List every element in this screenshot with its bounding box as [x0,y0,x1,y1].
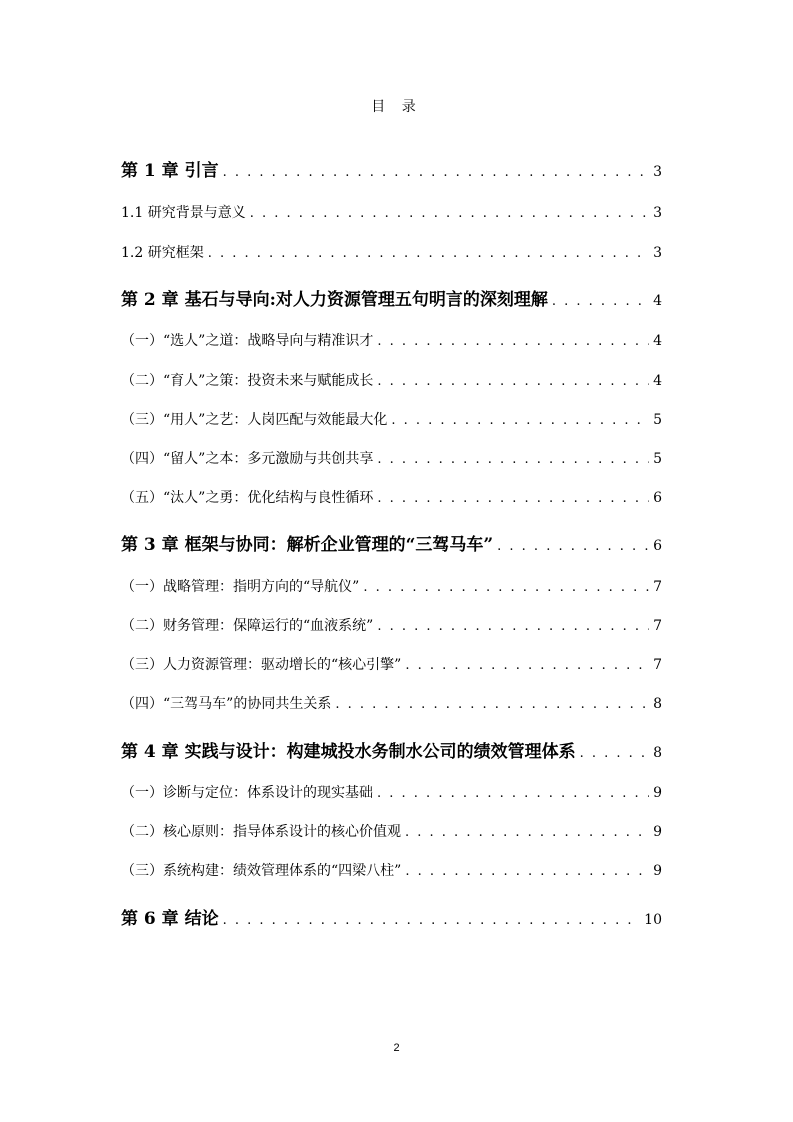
dot-leader [208,246,649,261]
toc-entry-page: 7 [653,657,662,673]
toc-entry-label: 第 3 章 框架与协同：解析企业管理的“三驾马车” [121,535,494,555]
toc-entry-label: 1.2 研究框架 [121,245,204,261]
toc-title: 目 录 [371,99,422,115]
dot-leader [405,825,649,840]
toc-entry-label: （一）诊断与定位：体系设计的现实基础 [121,785,373,801]
dot-leader [223,165,649,180]
toc-entry-page: 4 [653,293,662,309]
toc-entry-page: 4 [653,373,662,389]
toc-entry-page: 6 [653,538,662,554]
toc-entry-section-2-1[interactable] [121,330,662,350]
toc-entry-section-2-5[interactable] [121,487,662,507]
toc-entry-section-2-4[interactable] [121,448,662,468]
dot-leader [552,294,649,309]
toc-entry-section-3-4[interactable] [121,693,662,713]
toc-entry-label: （三）人力资源管理：驱动增长的“核心引擎” [121,657,402,673]
dot-leader [377,334,649,349]
toc-entry-label: （一）战略管理：指明方向的“导航仪” [121,579,360,595]
toc-entry-page: 9 [653,785,662,801]
dot-leader [335,697,649,712]
toc-entry-label: 第 2 章 基石与导向:对人力资源管理五句明言的深刻理解 [121,290,548,310]
dot-leader [377,619,649,634]
toc-entry-label: （五）“汰人”之勇：优化结构与良性循环 [121,490,374,506]
dot-leader [391,413,649,428]
toc-entry-section-2-3[interactable] [121,409,662,429]
dot-leader [223,913,641,928]
toc-entry-page: 9 [653,824,662,840]
dot-leader [363,580,649,595]
toc-entry-page: 7 [653,618,662,634]
toc-entry-label: 第 6 章 结论 [121,909,219,929]
toc-entry-label: 第 1 章 引言 [121,161,219,181]
toc-entry-page: 8 [653,696,662,712]
toc-entry-label: 第 4 章 实践与设计：构建城投水务制水公司的绩效管理体系 [121,742,576,762]
toc-entry-section-4-2[interactable] [121,821,662,841]
toc-entry-label: 1.1 研究背景与意义 [121,205,246,221]
toc-entry-page: 3 [653,164,662,180]
toc-entry-page: 3 [653,245,662,261]
toc-entry-label: （一）“选人”之道：战略导向与精准识才 [121,333,374,349]
dot-leader [497,539,649,554]
toc-entry-label: （四）“三驾马车”的协同共生关系 [121,696,332,712]
dot-leader [377,491,649,506]
toc-entry-label: （二）核心原则：指导体系设计的核心价值观 [121,824,401,840]
toc-entry-section-2-2[interactable] [121,370,662,390]
toc-entry-label: （二）财务管理：保障运行的“血液系统” [121,618,374,634]
toc-entry-section-1-2[interactable] [121,242,662,262]
toc-entry-page: 5 [653,412,662,428]
toc-entry-page: 3 [653,205,662,221]
toc-entry-label: （三）“用人”之艺：人岗匹配与效能最大化 [121,412,388,428]
toc-entry-section-3-2[interactable] [121,615,662,635]
toc-entry-label: （三）系统构建：绩效管理体系的“四梁八柱” [121,863,402,879]
page-number: 2 [393,1042,400,1054]
toc-entry-page: 5 [653,451,662,467]
toc-entry-section-4-3[interactable] [121,860,662,880]
toc-entry-page: 4 [653,333,662,349]
dot-leader [580,746,649,761]
dot-leader [405,658,649,673]
toc-entry-chapter-3[interactable] [121,530,662,555]
toc-entry-page: 8 [653,745,662,761]
dot-leader [377,452,649,467]
toc-entry-chapter-6[interactable] [121,904,662,929]
toc-entry-label: （四）“留人”之本：多元激励与共创共享 [121,451,374,467]
toc-entry-section-3-3[interactable] [121,654,662,674]
toc-entry-page: 6 [653,490,662,506]
dot-leader [377,786,649,801]
dot-leader [377,374,649,389]
dot-leader [405,864,649,879]
toc-entry-chapter-4[interactable] [121,737,662,762]
dot-leader [250,206,649,221]
toc-entry-label: （二）“育人”之策：投资未来与赋能成长 [121,373,374,389]
toc-entry-page: 7 [653,579,662,595]
toc-entry-section-1-1[interactable] [121,202,662,222]
toc-entry-section-4-1[interactable] [121,782,662,802]
toc-entry-chapter-2[interactable] [121,285,662,310]
toc-entry-section-3-1[interactable] [121,576,662,596]
toc-entry-page: 9 [653,863,662,879]
toc-entry-chapter-1[interactable] [121,156,662,181]
toc-entry-page: 10 [644,912,662,928]
